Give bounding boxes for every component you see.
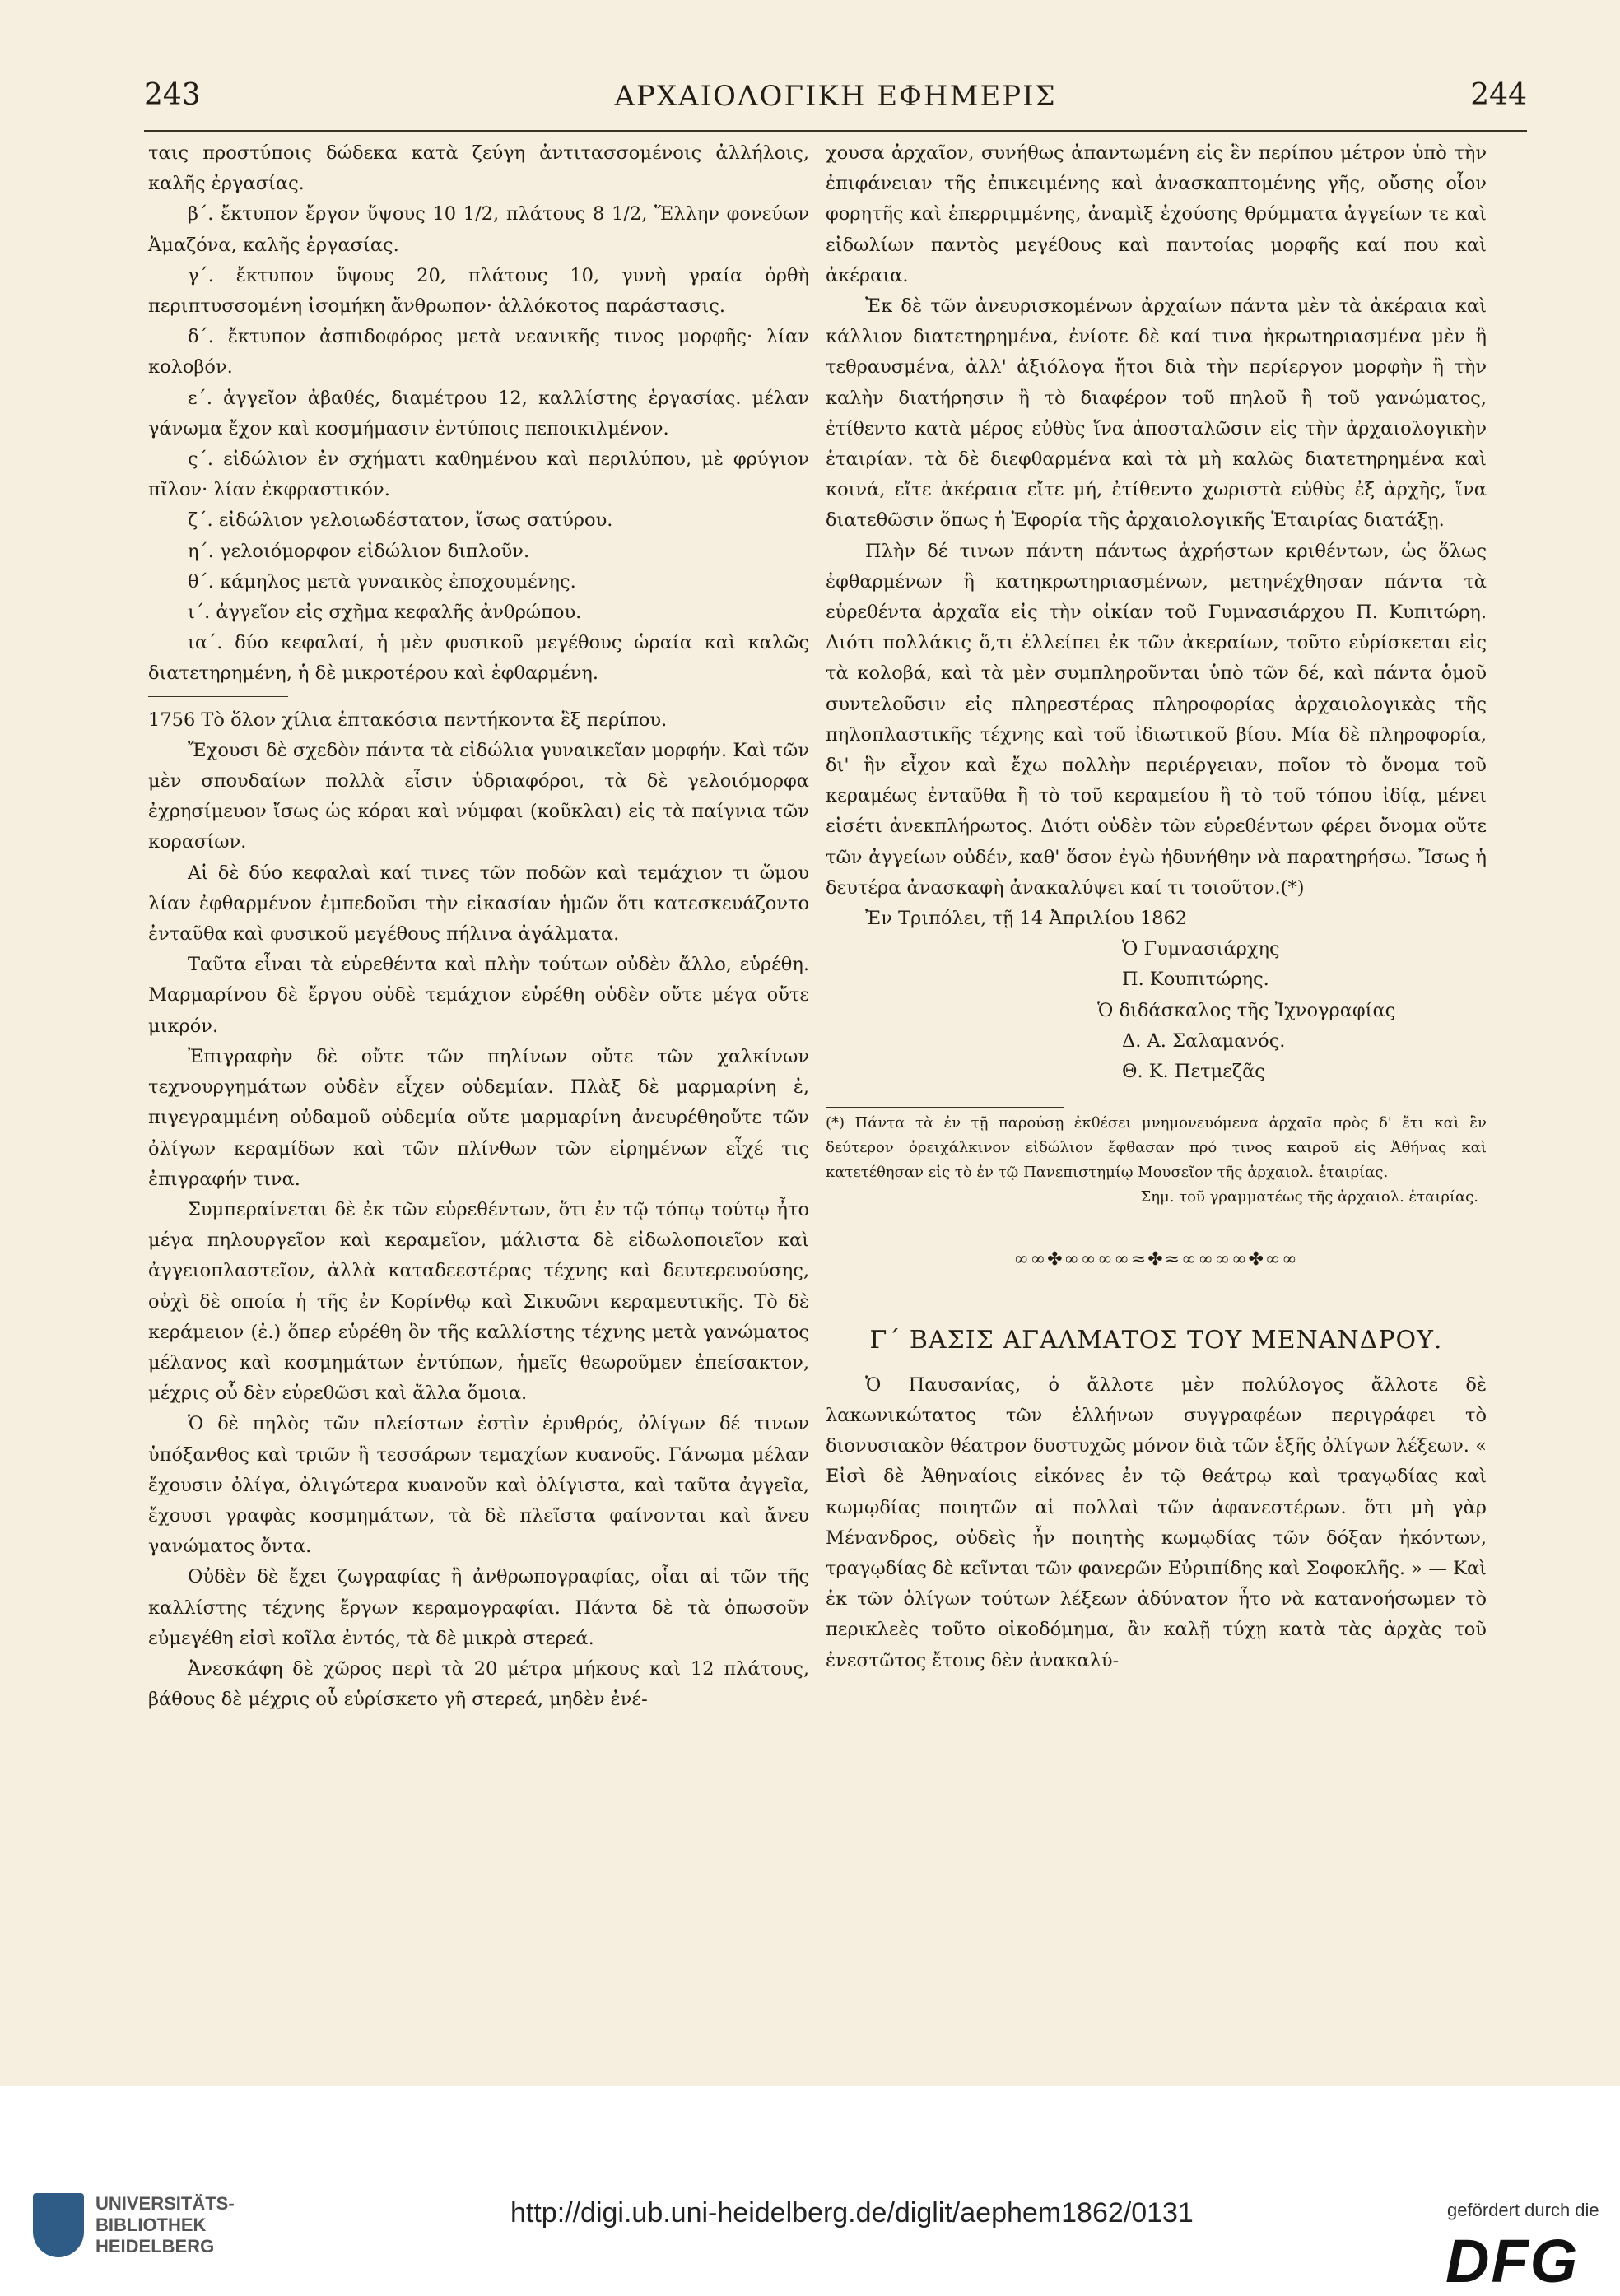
signature-line: Ὁ διδάσκαλος τῆς Ἰχνογραφίας	[1097, 999, 1396, 1021]
paragraph: Αἱ δὲ δύο κεφαλαὶ καί τινες τῶν ποδῶν καὶ τεμάχιον τι ὤμου λίαν ἐφθαρμένον ἐμπεδοῦσι τὴν εἰκασίαν ἡμῶν ὅτι κατεσκευάζοντο ἐνταῦθα καὶ φυσικοῦ μεγέθους πήλινα ἀγάλματα.	[148, 862, 809, 946]
header-rule	[144, 130, 1527, 132]
list-item: η΄. γελοιόμορφον εἰδώλιον διπλοῦν.	[188, 540, 530, 562]
list-item: θ΄. κάμηλος μετὰ γυναικὸς ἐποχουμένης.	[188, 570, 576, 593]
running-header	[144, 78, 1527, 128]
list-item: ε΄. ἀγγεῖον ἀβαθές, διαμέτρου 12, καλλίστης ἐργασίας. μέλαν γάνωμα ἔχον καὶ κοσμήμασιν ἐντύποις πεποικιλμένον.	[148, 387, 809, 439]
paragraph: Πλὴν δέ τινων πάντη πάντως ἀχρήστων κριθέντων, ὡς ὅλως ἐφθαρμένων ἢ κατηκρωτηριασμένων, μετηνέχθησαν πάντα τὰ εὑρεθέντα ἀρχαῖα εἰς τὴν οἰκίαν τοῦ Γυμνασιάρχου Π. Κυπιτώρη. Διότι πολλάκις ὅ,τι ἐλλείπει ἐκ τῶν ἀκεραίων, τοῦτο εὑρίσκεται εἰς τὰ κολοβά, καὶ τὰ μὲν συμπληροῦνται ὑπὸ τῶν δέ, καὶ πάντα ὁμοῦ συντελοῦσιν εἰς πληρεστέρας πληροφορίας ἀρχαιολογικὰς τῆς πηλοπλαστικῆς τέχνης καὶ τοῦ ἰδιωτικοῦ βίου. Μία δὲ πληροφορία, δι' ἣν εἶχον καὶ ἔχω πολλὴν περιέργειαν, ποῖον τὸ ὄνομα τοῦ κεραμέως ἐνταῦθα ἢ τὸ τοῦ κεραμείου ἢ τὸ τοῦ τόπου ἰδίᾳ, μένει εἰσέτι ἀνεκπλήρωτος. Διότι οὐδὲν τῶν εὑρεθέντων φέρει ὄνομα οὔτε τῶν ἀγγείων οὐδέν, καθ' ὅσον ἐγὼ ἠδυνήθην νὰ παρατηρήσω. Ἴσως ἡ δευτέρα ἀνασκαφὴ ἀνακαλύψει καί τι τοιοῦτον.(*)	[826, 540, 1487, 899]
list-item: ς΄. εἰδώλιον ἐν σχήματι καθημένου καὶ περιλύπου, μὲ φρύγιον πῖλον· λίαν ἐκφραστικόν.	[148, 449, 809, 501]
paragraph: Ἐκ δὲ τῶν ἀνευρισκομένων ἀρχαίων πάντα μὲν τὰ ἀκέραια καὶ κάλλιον διατετηρημένα, ἐνίοτε δὲ καί τινα ἠκρωτηριασμένα μὲν ἢ τεθραυσμένα, ἀλλ' ἀξιόλογα ἤτοι διὰ τὴν περίεργον μορφὴν ἢ τὴν καλὴν διατήρησιν ἢ τὸ διαφέρον τοῦ πηλοῦ ἢ τοῦ γανώματος, ἐτίθεντο κατὰ μέρος εὐθὺς ἵνα ἀποσταλῶσιν εἰς τὴν ἀρχαιολογικὴν ἑταιρίαν. τὰ δὲ διεφθαρμένα καὶ τὰ μὴ καλῶς διατετηρημένα καὶ κοινά, εἴτε ἀκέραια εἴτε μή, ἐτίθεντο χωριστὰ εὐθὺς ἐξ ἀρχῆς, ἵνα διατεθῶσιν ὅπως ἡ Ἐφορία τῆς ἀρχαιολογικῆς Ἑταιρίας διατάξῃ.	[826, 295, 1487, 532]
total-line: 1756 Τὸ ὅλον χίλια ἑπτακόσια πεντήκοντα ἓξ περίπου.	[148, 709, 668, 731]
total-rule	[148, 696, 288, 697]
footnote-rule	[826, 1107, 1064, 1108]
footnote: (*) Πάντα τὰ ἐν τῇ παρούσῃ ἐκθέσει μνημονευόμενα ἀρχαῖα πρὸς δ' ἔτι καὶ ἓν δεύτερον ὀρειχάλκινον εἰδώλιον ἔφθασαν πρό τινος καιροῦ εἰς Ἀθήνας καὶ κατετέθησαν εἰς τὸ ἐν τῷ Πανεπιστημίῳ Μουσεῖον τῆς ἀρχαιολ. ἑταιρίας.	[826, 1114, 1487, 1182]
list-item: β΄. ἔκτυπον ἔργον ὕψους 10 1/2, πλάτους 8 1/2, Ἕλλην φονεύων Ἀμαζόνα, καλῆς ἐργασίας.	[148, 203, 809, 256]
signature-line: Π. Κουπιτώρης.	[1122, 969, 1269, 991]
dateline: Ἐν Τριπόλει, τῇ 14 Ἀπριλίου 1862	[865, 908, 1188, 930]
footnote-signature: Σημ. τοῦ γραμματέως τῆς ἀρχαιολ. ἑταιρίας.	[1140, 1188, 1478, 1206]
paragraph: χουσα ἀρχαῖον, συνήθως ἀπαντωμένη εἰς ἓν περίπου μέτρον ὑπὸ τὴν ἐπιφάνειαν τῆς ἐπικειμένης καὶ ἀνασκαπτομένης γῆς, οὔσης οἷον φορητῆς καὶ ἐπερριμμένης, ἀναμὶξ ἐχούσης θρύμματα ἀγγείων τε καὶ εἰδωλίων παντὸς μεγέθους καὶ παντοίας μορφῆς καί που καὶ ἀκέραια.	[826, 142, 1487, 286]
sponsor-caption: gefördert durch die	[1447, 2200, 1599, 2220]
signature-line: Δ. Α. Σαλαμανός.	[1122, 1029, 1286, 1052]
list-item: ζ΄. εἰδώλιον γελοιωδέστατον, ἴσως σατύρου.	[188, 509, 613, 532]
list-item: γ΄. ἔκτυπον ὕψους 20, πλάτους 10, γυνὴ γραία ὀρθὴ περιπτυσσομένη ἰσομήκη ἄνθρωπον· ἀλλόκοτος παράστασις.	[148, 264, 809, 318]
paragraph: ταις προστύποις δώδεκα κατὰ ζεύγη ἀντιτασσομένοις ἀλλήλοις, καλῆς ἐργασίας.	[148, 142, 809, 195]
page-number-left: 243	[144, 78, 201, 112]
paragraph: Ὁ δὲ πηλὸς τῶν πλείστων ἐστὶν ἐρυθρός, ὀλίγων δέ τινων ὑπόξανθος καὶ τριῶν ἢ τεσσάρων τεμαχίων κυανοῦς. Γάνωμα μέλαν ἔχουσιν ὀλίγα, ὀλιγώτερα κυανοῦν καὶ ὀλίγιστα, καὶ ταῦτα ἀγγεῖα, ἔχουσι γραφὰς κοσμημάτων, τὰ δὲ πλεῖστα φαίνονται καὶ ἄνευ γανώματος ὄντα.	[148, 1413, 809, 1558]
library-logo-text: UNIVERSITÄTS- BIBLIOTHEK HEIDELBERG	[95, 2193, 235, 2256]
list-item: ι΄. ἀγγεῖον εἰς σχῆμα κεφαλῆς ἀνθρώπου.	[188, 602, 582, 624]
signature-line: Ὁ Γυμνασιάρχης	[1122, 938, 1280, 960]
paragraph: Ἀνεσκάφη δὲ χῶρος περὶ τὰ 20 μέτρα μήκους καὶ 12 πλάτους, βάθους δὲ μέχρις οὗ εὑρίσκετο γῆ στερεά, μηδὲν ἐνέ-	[148, 1657, 809, 1711]
dfg-logo[interactable]: DFG	[1445, 2227, 1580, 2295]
section-title: Γ΄ ΒΑΣΙΣ ΑΓΑΛΜΑΤΟΣ ΤΟΥ ΜΕΝΑΝΔΡΟΥ.	[869, 1325, 1443, 1355]
footer	[0, 2086, 1620, 2292]
right-column	[826, 138, 1487, 1676]
paragraph: Ὁ Παυσανίας, ὁ ἄλλοτε μὲν πολύλογος ἄλλοτε δὲ λακωνικώτατος τῶν ἑλλήνων συγγραφέων περιγράφει τὸ διονυσιακὸν θέατρον δυστυχῶς μόνον διὰ τῶν ἑξῆς ὀλίγων λέξεων. « Εἰσὶ δὲ Ἀθηναίοις εἰκόνες ἐν τῷ θεάτρῳ καὶ τραγῳδίας καὶ κωμῳδίας ποιητῶν αἱ πολλαὶ τῶν ἀφανεστέρων. ὅτι μὴ γὰρ Μένανδρος, οὐδεὶς ἦν ποιητὴς κωμῳδίας τῶν δόξαν ἠκόντων, τραγῳδίας δὲ κεῖνται τῶν φανερῶν Εὐριπίδης καὶ Σοφοκλῆς. » — Καὶ ἐκ τῶν ὀλίγων τούτων λέξεων ἀδύνατον ἦτο νὰ κατανοήσωμεν τὸ περικλεὲς τοῦτο οἰκοδόμημα, ἂν καλῇ τύχῃ κατὰ τὰς ἀρχὰς τοῦ ἐνεστῶτος ἔτους δὲν ἀνακαλύ-	[826, 1373, 1487, 1671]
paragraph: Ταῦτα εἶναι τὰ εὑρεθέντα καὶ πλὴν τούτων οὐδὲν ἄλλο, εὑρέθη. Μαρμαρίνου δὲ ἔργου οὐδὲ τεμάχιον εὑρέθη οὐδὲν οὔτε μέγα οὔτε μικρόν.	[148, 954, 809, 1037]
paragraph: Συμπεραίνεται δὲ ἐκ τῶν εὑρεθέντων, ὅτι ἐν τῷ τόπῳ τούτῳ ἦτο μέγα πηλουργεῖον καὶ κεραμεῖον, μάλιστα δὲ εἰδωλοποιεῖον καὶ ἀγγειοπλαστεῖον, ἀλλὰ καταδεεστέρας τέχνης καὶ δευτερευούσης, οὐχὶ δὲ οποία ἡ τῆς ἐν Κορίνθῳ καὶ Σικυῶνι κεραμευτικῆς. Τὸ δὲ κεράμειον (ἐ.) ὅπερ εὑρέθη ὃν τῆς καλλίστης τέχνης μετὰ γανώματος μέλανος καὶ κοσμημάτων ἐντύπων, ἡμεῖς θεωροῦμεν ἐπείσακτον, μέχρις οὗ δὲν εὑρεθῶσι καὶ ἄλλα ὅμοια.	[148, 1198, 809, 1405]
list-item: δ΄. ἔκτυπον ἀσπιδοφόρος μετὰ νεανικῆς τινος μορφῆς· λίαν κολοβόν.	[148, 326, 809, 379]
signature-line: Θ. Κ. Πετμεζᾶς	[1122, 1061, 1265, 1083]
university-library-logo[interactable]	[33, 2190, 296, 2264]
page-number-right: 244	[1470, 78, 1527, 112]
journal-title: ΑΡΧΑΙΟΛΟΓΙΚΗ ΕΦΗΜΕΡΙΣ	[614, 80, 1057, 113]
library-shield-icon	[33, 2193, 84, 2257]
left-column	[148, 138, 809, 1715]
list-item: ια΄. δύο κεφαλαί, ἡ μὲν φυσικοῦ μεγέθους ὡραία καὶ καλῶς διατετηρημένη, ἡ δὲ μικροτέρου καὶ ἐφθαρμένη.	[148, 632, 809, 685]
paragraph: Οὐδὲν δὲ ἔχει ζωγραφίας ἢ ἀνθρωπογραφίας, οἷαι αἱ τῶν τῆς καλλίστης τέχνης ἔργων κεραμογραφίαι. Πάντα δὲ τὰ ὁπωσοῦν εὐμεγέθη εἰσὶ κοῖλα ἐντός, τὰ δὲ μικρὰ στερεά.	[148, 1566, 809, 1649]
paragraph: Ἐπιγραφὴν δὲ οὔτε τῶν πηλίνων οὔτε τῶν χαλκίνων τεχνουργημάτων οὐδὲν εἶχεν οὐδεμίαν. Πλὰξ δὲ μαρμαρίνη ἐ, πιγεγραμμένη οὐδαμοῦ οὐδεμία οὔτε μαρμαρίνη ἀνευρέθηοὔτε τῶν ὀλίγων κεραμίδων καὶ τῶν πλίνθων τῶν εἰρημένων εἶχέ τις ἐπιγραφήν τινα.	[148, 1045, 809, 1190]
ornament-divider: ∞∞✤∞∞∞∞≈✤≈∞∞∞∞✤∞∞	[1013, 1249, 1299, 1271]
source-url-link[interactable]: http://digi.ub.uni-heidelberg.de/diglit/aephem1862/0131	[510, 2197, 1194, 2229]
paragraph: Ἔχουσι δὲ σχεδὸν πάντα τὰ εἰδώλια γυναικεῖαν μορφήν. Καὶ τῶν μὲν σπουδαίων πολλὰ εἶσιν ὑδριαφόροι, τὰ δὲ γελοιόμορφα ἐχρησίμευον ἴσως ὡς κόραι καὶ νύμφαι (κοῦκλαι) εἰς τὰ παίγνια τῶν κορασίων.	[148, 739, 809, 853]
